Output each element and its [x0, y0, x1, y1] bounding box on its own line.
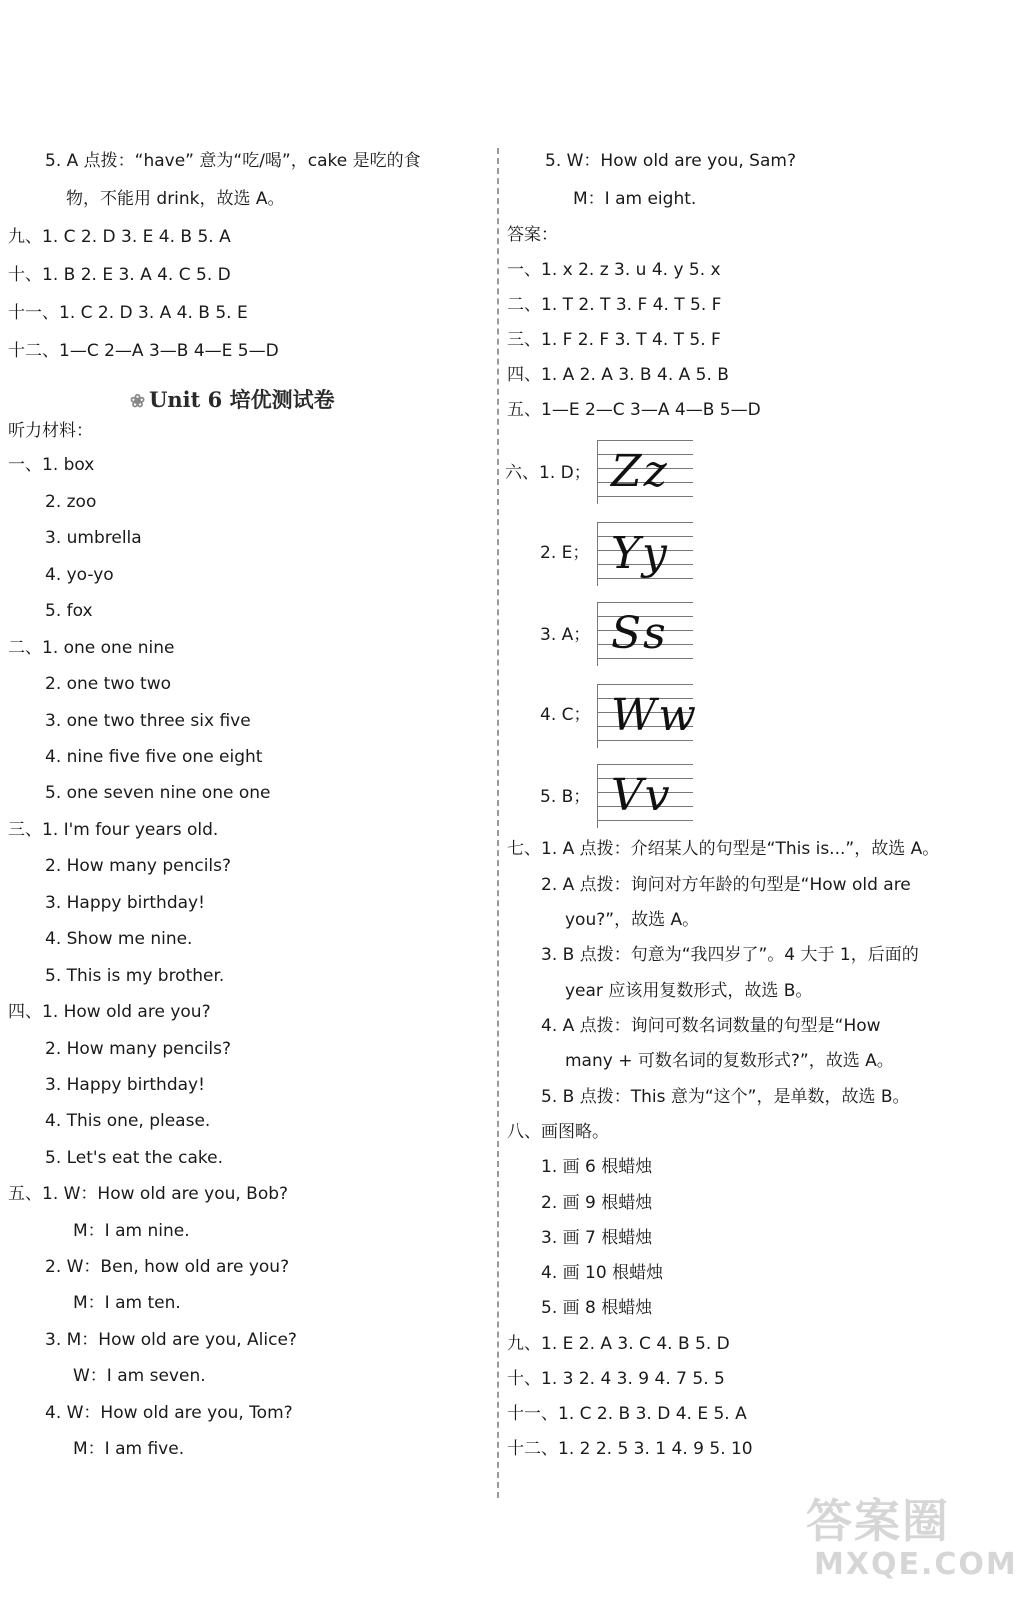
answer-line: 五、1—E 2—C 3—A 4—B 5—D	[507, 400, 761, 420]
writing-grid	[597, 764, 693, 828]
section-label: 答案：	[507, 225, 558, 245]
handwriting-label: 4. C；	[540, 705, 591, 725]
handwriting-label: 2. E；	[540, 543, 590, 563]
answer-line: 十、1. 3 2. 4 3. 9 4. 7 5. 5	[507, 1369, 725, 1389]
answer-line: 十一、1. C 2. B 3. D 4. E 5. A	[507, 1404, 747, 1424]
answer-line: 十、1. B 2. E 3. A 4. C 5. D	[8, 265, 231, 285]
answer-line: 2. A 点拨：询问对方年龄的句型是“How old are	[541, 875, 911, 895]
answer-line: 十一、1. C 2. D 3. A 4. B 5. E	[8, 303, 248, 323]
listening-line: M：I am eight.	[573, 189, 697, 209]
answer-line: 二、1. T 2. T 3. F 4. T 5. F	[507, 295, 722, 315]
handwriting-row	[505, 760, 805, 830]
writing-grid	[597, 602, 693, 666]
handwritten-letters: Vv	[611, 770, 672, 821]
handwriting-row	[505, 436, 805, 506]
listening-line: 四、1. How old are you?	[8, 1002, 211, 1022]
answer-line: 4. A 点拨：询问可数名词数量的句型是“How	[541, 1016, 881, 1036]
listening-line: 5. This is my brother.	[45, 966, 225, 986]
answer-line: 七、1. A 点拨：介绍某人的句型是“This is...”，故选 A。	[507, 839, 940, 859]
handwritten-letters: Yy	[611, 528, 669, 579]
listening-line: M：I am ten.	[73, 1293, 181, 1313]
listening-line: 3. umbrella	[45, 528, 142, 548]
listening-line: W：I am seven.	[73, 1366, 206, 1386]
answer-line: 4. 画 10 根蜡烛	[541, 1263, 664, 1283]
answer-line: 5. 画 8 根蜡烛	[541, 1298, 653, 1318]
listening-line: M：I am nine.	[73, 1221, 190, 1241]
answer-line: 九、1. E 2. A 3. C 4. B 5. D	[507, 1334, 730, 1354]
listening-line: 二、1. one one nine	[8, 638, 175, 658]
listening-line: 3. one two three six five	[45, 711, 251, 731]
answer-line: 3. 画 7 根蜡烛	[541, 1228, 653, 1248]
watermark-text: 答案圈	[806, 1494, 950, 1548]
answer-line: 四、1. A 2. A 3. B 4. A 5. B	[507, 365, 729, 385]
answer-line: 九、1. C 2. D 3. E 4. B 5. A	[8, 227, 231, 247]
section-label: 听力材料：	[8, 421, 93, 441]
handwritten-letters: Ss	[611, 608, 668, 659]
listening-line: 2. zoo	[45, 492, 97, 512]
handwriting-label: 5. B；	[540, 787, 591, 807]
column-divider	[497, 148, 499, 1498]
listening-line: M：I am five.	[73, 1439, 185, 1459]
watermark-url: MXQE.COM	[814, 1547, 1018, 1582]
answer-line: many + 可数名词的复数形式?”，故选 A。	[565, 1051, 894, 1071]
listening-line: 5. fox	[45, 601, 93, 621]
answer-line: you?”，故选 A。	[565, 910, 700, 930]
listening-line: 2. How many pencils?	[45, 856, 232, 876]
answer-line: 5. A 点拨：“have” 意为“吃/喝”，cake 是吃的食	[45, 151, 421, 171]
listening-line: 2. W：Ben, how old are you?	[45, 1257, 290, 1277]
answer-line: 一、1. x 2. z 3. u 4. y 5. x	[507, 260, 721, 280]
listening-line: 4. Show me nine.	[45, 929, 193, 949]
listening-line: 五、1. W：How old are you, Bob?	[8, 1184, 289, 1204]
handwriting-row	[505, 598, 805, 668]
listening-line: 4. W：How old are you, Tom?	[45, 1403, 293, 1423]
listening-line: 一、1. box	[8, 455, 95, 475]
listening-line: 4. This one, please.	[45, 1111, 211, 1131]
handwriting-row	[505, 680, 805, 750]
listening-line: 5. W：How old are you, Sam?	[545, 151, 796, 171]
writing-grid	[597, 522, 693, 586]
listening-line: 4. yo-yo	[45, 565, 114, 585]
answer-line: 5. B 点拨：This 意为“这个”，是单数，故选 B。	[541, 1087, 910, 1107]
answer-line: 三、1. F 2. F 3. T 4. T 5. F	[507, 330, 721, 350]
listening-line: 3. Happy birthday!	[45, 893, 205, 913]
answer-line: year 应该用复数形式，故选 B。	[565, 981, 813, 1001]
listening-line: 3. Happy birthday!	[45, 1075, 205, 1095]
answer-line: 物，不能用 drink，故选 A。	[66, 189, 285, 209]
listening-line: 2. How many pencils?	[45, 1039, 232, 1059]
handwriting-label: 六、1. D；	[505, 463, 591, 483]
listening-line: 4. nine five five one eight	[45, 747, 263, 767]
answer-line: 十二、1. 2 2. 5 3. 1 4. 9 5. 10	[507, 1439, 753, 1459]
paw-icon: ❀	[130, 391, 146, 412]
handwritten-letters: Zz	[611, 446, 669, 497]
listening-line: 3. M：How old are you, Alice?	[45, 1330, 297, 1350]
watermark	[800, 1485, 1018, 1595]
listening-line: 三、1. I'm four years old.	[8, 820, 219, 840]
answer-line: 十二、1—C 2—A 3—B 4—E 5—D	[8, 341, 279, 361]
listening-line: 5. Let's eat the cake.	[45, 1148, 223, 1168]
answer-line: 八、画图略。	[507, 1122, 609, 1142]
unit-title: ❀ Unit 6 培优测试卷	[130, 387, 335, 412]
handwriting-label: 3. A；	[540, 625, 591, 645]
answer-line: 1. 画 6 根蜡烛	[541, 1157, 653, 1177]
answer-line: 3. B 点拨：句意为“我四岁了”。4 大于 1，后面的	[541, 945, 919, 965]
listening-line: 5. one seven nine one one	[45, 783, 271, 803]
writing-grid	[597, 440, 693, 504]
answer-line: 2. 画 9 根蜡烛	[541, 1193, 653, 1213]
handwriting-row	[505, 518, 805, 588]
writing-grid	[597, 684, 698, 748]
listening-line: 2. one two two	[45, 674, 172, 694]
handwritten-letters: Ww	[611, 690, 698, 741]
